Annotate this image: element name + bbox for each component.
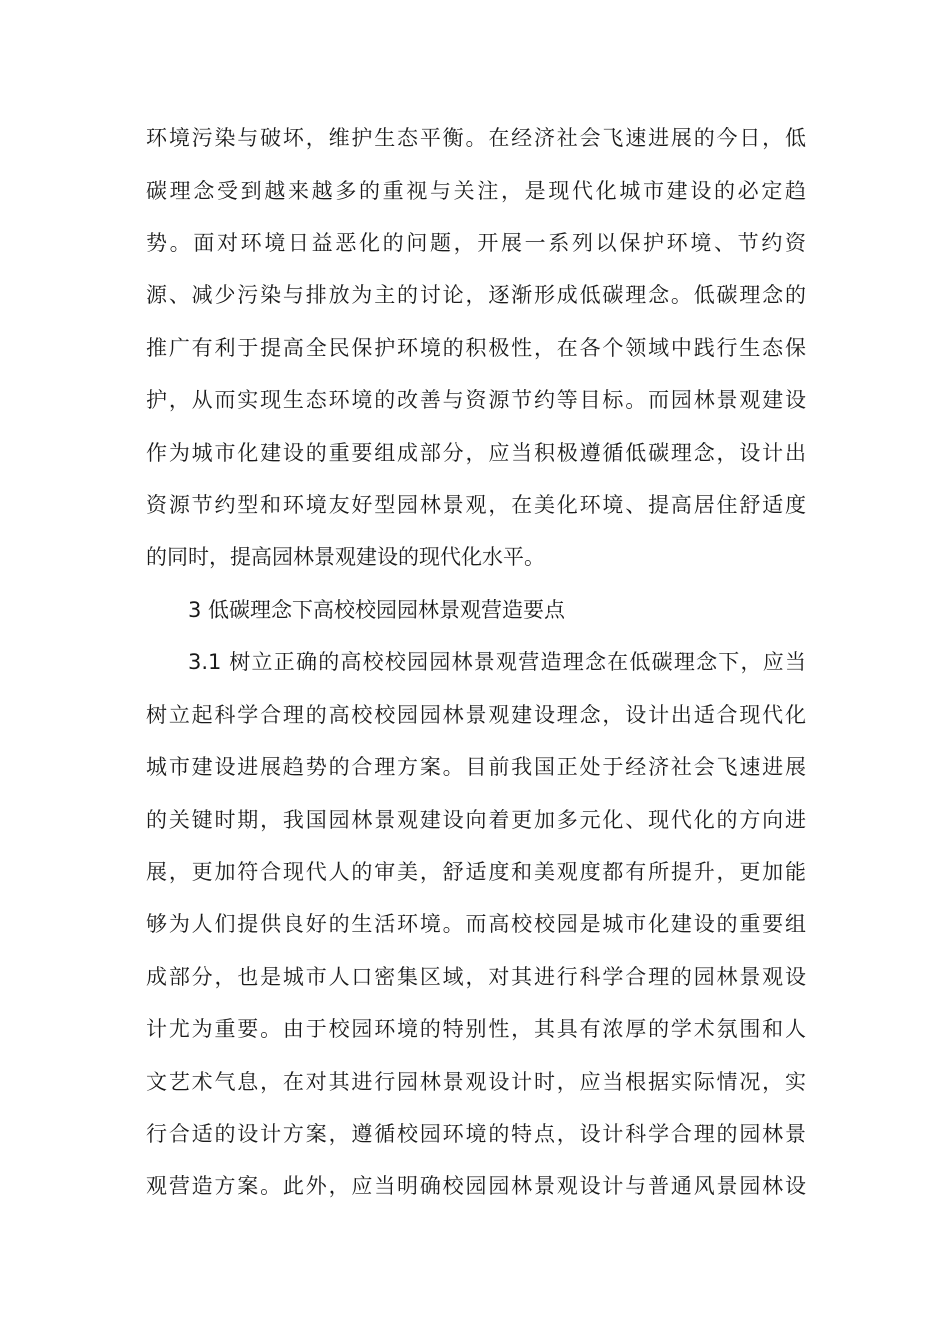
body-text-line: 成部分，也是城市人口密集区域，对其进行科学合理的园林景观设 (146, 965, 806, 989)
body-text-line: 城市建设进展趋势的合理方案。目前我国正处于经济社会飞速进展 (146, 755, 806, 779)
body-text-line: 观营造方案。此外，应当明确校园园林景观设计与普通风景园林设 (146, 1174, 806, 1198)
body-text-line: 够为人们提供良好的生活环境。而高校校园是城市化建设的重要组 (146, 912, 806, 936)
body-text-line: 的同时，提高园林景观建设的现代化水平。 (146, 545, 545, 569)
section-heading: 3 低碳理念下高校校园园林景观营造要点 (188, 598, 566, 622)
body-text-line: 碳理念受到越来越多的重视与关注，是现代化城市建设的必定趋 (146, 179, 806, 203)
body-text-line: 环境污染与破坏，维护生态平衡。在经济社会飞速进展的今日，低 (146, 126, 806, 150)
body-text-line: 文艺术气息，在对其进行园林景观设计时，应当根据实际情况，实 (146, 1070, 806, 1094)
body-text-line: 势。面对环境日益恶化的问题，开展一系列以保护环境、节约资 (146, 231, 806, 255)
body-text-line: 资源节约型和环境友好型园林景观，在美化环境、提高居住舒适度 (146, 493, 806, 517)
body-text-line: 的关键时期，我国园林景观建设向着更加多元化、现代化的方向进 (146, 808, 806, 832)
body-text-line: 源、减少污染与排放为主的讨论，逐渐形成低碳理念。低碳理念的 (146, 283, 806, 307)
subsection-heading-line: 3.1 树立正确的高校校园园林景观营造理念在低碳理念下，应当 (188, 650, 806, 674)
body-text-line: 行合适的设计方案，遵循校园环境的特点，设计科学合理的园林景 (146, 1122, 806, 1146)
body-text-line: 展，更加符合现代人的审美，舒适度和美观度都有所提升，更加能 (146, 860, 806, 884)
body-text-line: 推广有利于提高全民保护环境的积极性，在各个领域中践行生态保 (146, 336, 806, 360)
body-text-line: 作为城市化建设的重要组成部分，应当积极遵循低碳理念，设计出 (146, 441, 806, 465)
body-text-line: 计尤为重要。由于校园环境的特别性，其具有浓厚的学术氛围和人 (146, 1017, 806, 1041)
body-text-line: 护，从而实现生态环境的改善与资源节约等目标。而园林景观建设 (146, 388, 806, 412)
body-text-line: 树立起科学合理的高校校园园林景观建设理念，设计出适合现代化 (146, 703, 806, 727)
